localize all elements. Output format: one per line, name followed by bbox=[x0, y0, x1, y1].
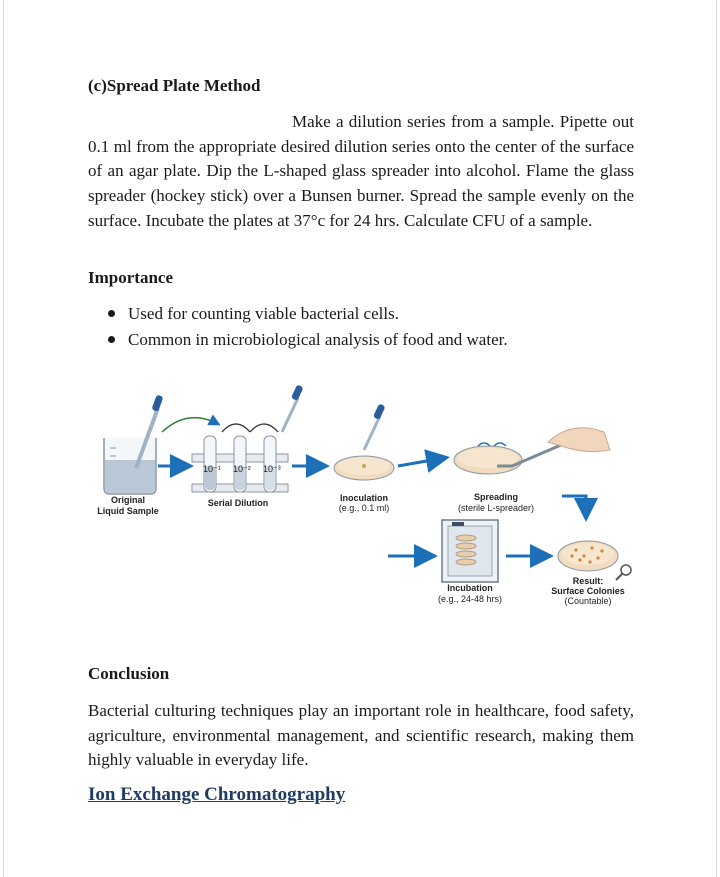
list-item bbox=[106, 303, 508, 329]
importance-list bbox=[106, 303, 508, 355]
section-title: (c)Spread Plate Method bbox=[88, 76, 261, 95]
bullet-icon bbox=[108, 310, 115, 317]
next-section-title: Ion Exchange Chromatography bbox=[88, 784, 346, 805]
method-paragraph: Make a dilution series from a sample. Pipette out 0.1 ml from the appropriate desired dilution series onto the center of the surface of an agar plate. Dip the L-shaped glass spreader into alcohol. Flame the glass spreader (hockey stick) over a Bunsen burner. Spread the sample evenly on the surface. Incubate the plates at 37°c for 24 hrs. Calculate CFU of a sample. bbox=[88, 112, 634, 230]
inoculation-sublabel: (e.g., 0.1 ml) bbox=[338, 503, 390, 513]
list-item-text: Common in microbiological analysis of food and water. bbox=[128, 330, 508, 349]
magnifier-icon bbox=[616, 565, 631, 580]
inoculation-label: Inoculation bbox=[340, 493, 388, 503]
spreading-label: Spreading bbox=[473, 492, 519, 502]
result-label: Result: bbox=[572, 576, 604, 586]
spread-plate-diagram bbox=[92, 380, 652, 640]
page-border-right bbox=[716, 0, 717, 877]
tube-label: 10⁻² bbox=[233, 464, 251, 474]
petri-dish-icon bbox=[334, 403, 394, 480]
beaker-icon bbox=[104, 438, 156, 494]
original-label: Original bbox=[110, 495, 146, 505]
incubation-sublabel: (e.g., 24-48 hrs) bbox=[437, 594, 503, 604]
tube-label: 10⁻¹ bbox=[203, 464, 221, 474]
importance-heading: Importance bbox=[88, 268, 173, 287]
conclusion-heading: Conclusion bbox=[88, 664, 170, 683]
serial-dilution-label: Serial Dilution bbox=[207, 498, 269, 508]
tube-label: 10⁻³ bbox=[263, 464, 281, 474]
original-sublabel: Liquid Sample bbox=[97, 506, 159, 516]
spreading-sublabel: (sterile L-spreader) bbox=[457, 503, 535, 513]
incubator-icon bbox=[442, 520, 498, 582]
result-plate-icon bbox=[558, 541, 618, 571]
result-sublabel: Surface Colonies bbox=[551, 586, 625, 596]
pipette-icon bbox=[282, 384, 304, 432]
bullet-icon bbox=[108, 336, 115, 343]
conclusion-paragraph: Bacterial culturing techniques play an important role in healthcare, food safety, agriculture, environmental management, and scientific research, making them highly valuable in everyday life. bbox=[88, 701, 634, 770]
result-note: (Countable) bbox=[564, 596, 612, 606]
list-item bbox=[106, 329, 508, 355]
page-border-left bbox=[3, 0, 4, 877]
incubation-label: Incubation bbox=[447, 583, 493, 593]
spreader-icon bbox=[454, 428, 610, 474]
list-item-text: Used for counting viable bacterial cells. bbox=[128, 304, 399, 323]
